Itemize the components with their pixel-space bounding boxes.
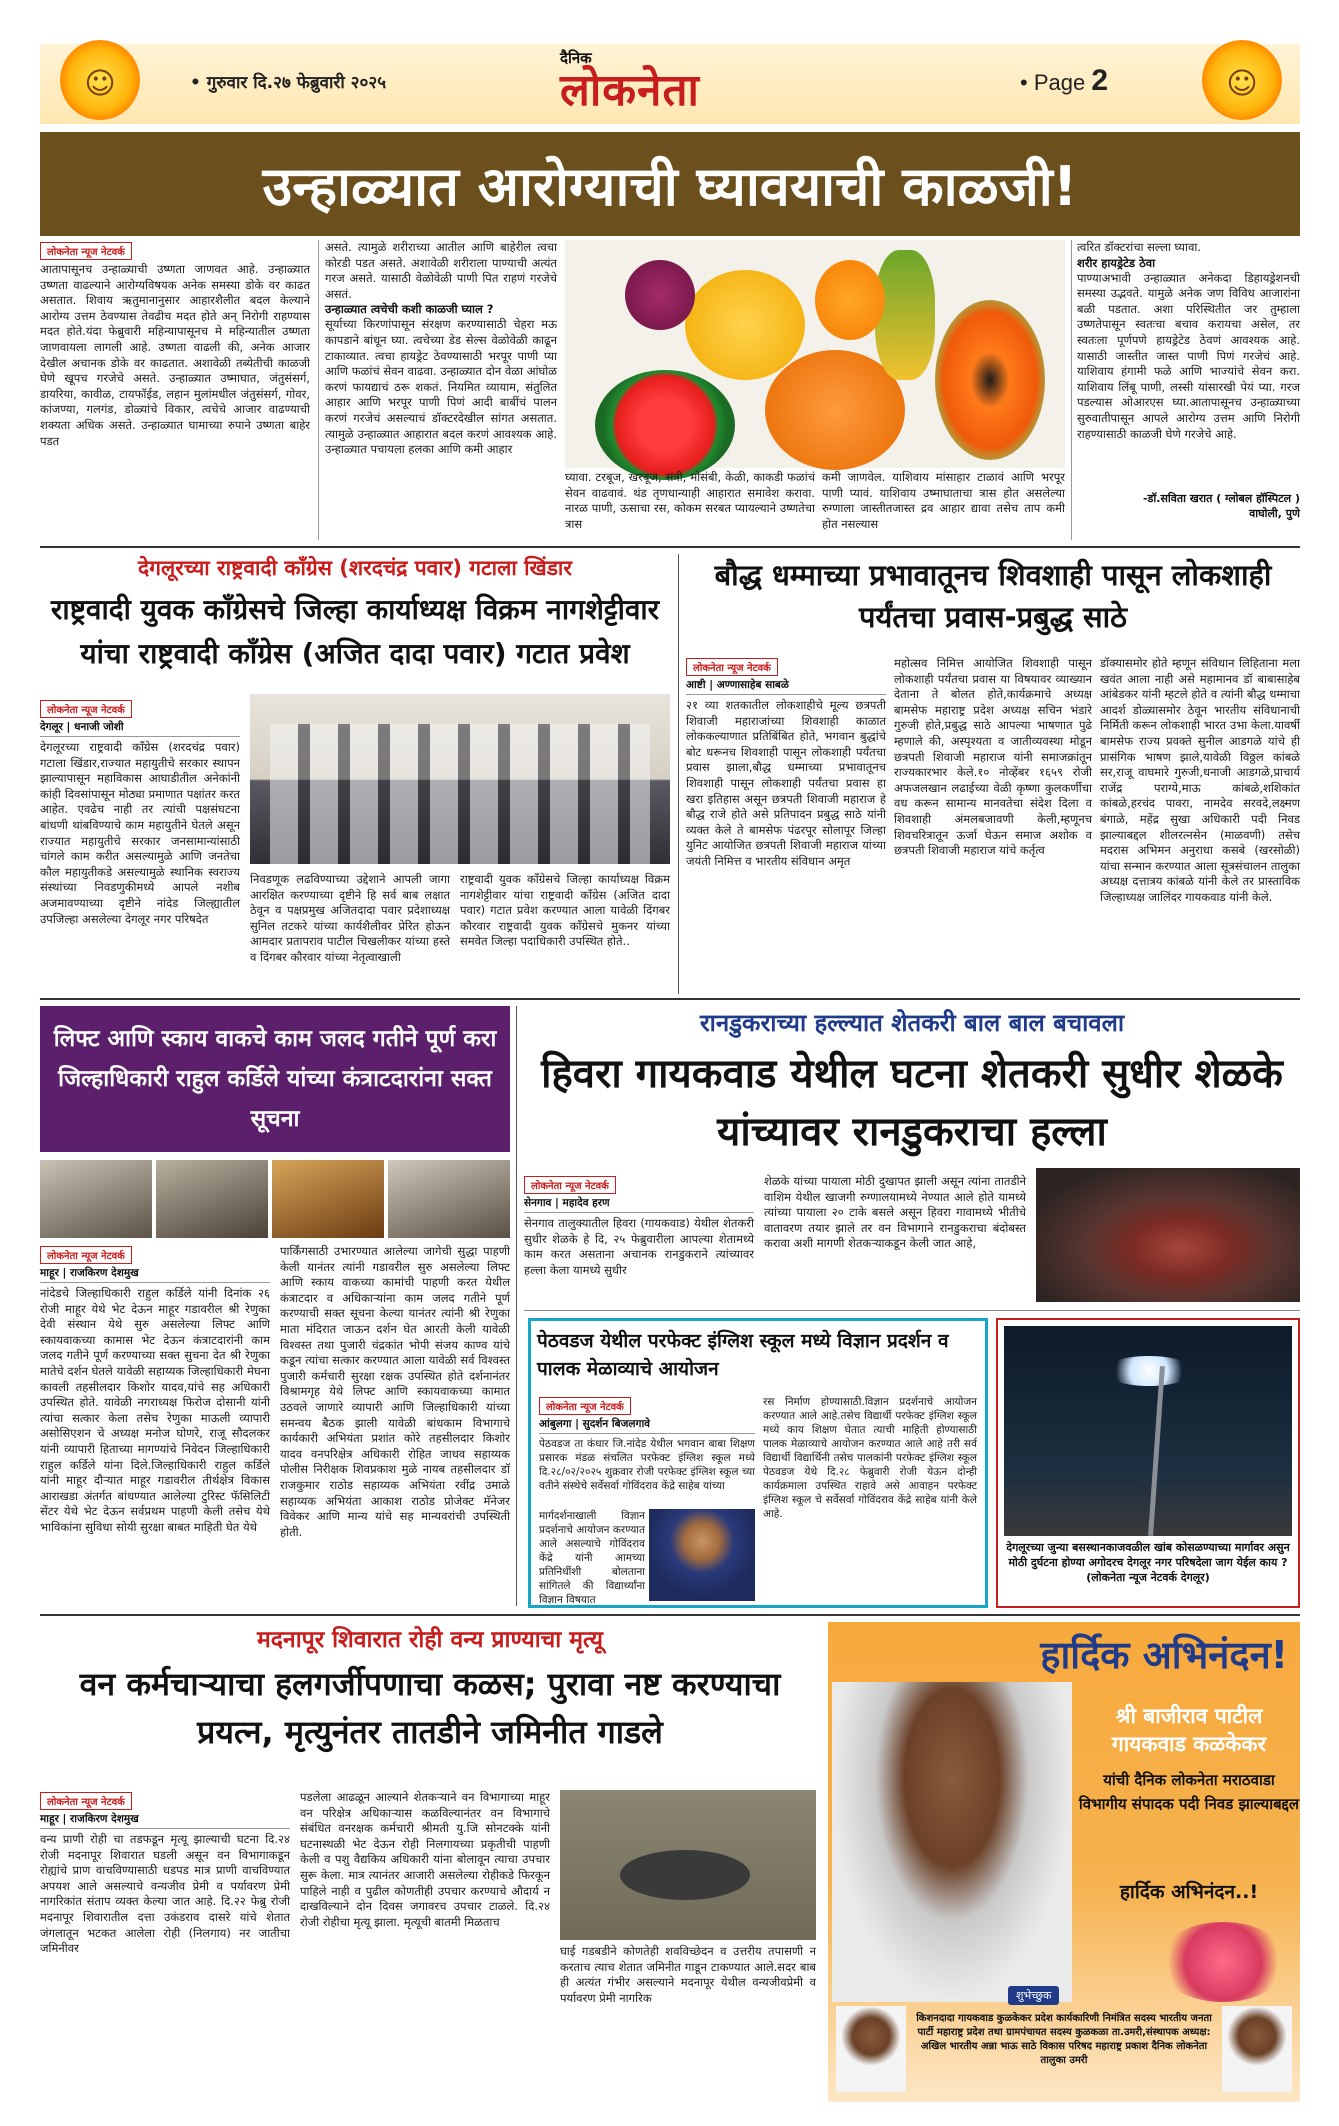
byline: आंबुलगा | सुदर्शन बिजलगावे — [539, 1415, 755, 1434]
wish-badge: शुभेच्छुक — [1008, 1986, 1059, 2005]
school-col-1b: मार्गदर्शनाखाली विज्ञान प्रदर्शनाचे आयोजन करण्यात आले असल्याचे गोविंदराव केंद्रे यांनी आमच्या प्रतिनिधींशी बोलताना सांगितले की विद्यार्थ्यांना विज्ञान विषयात — [539, 1510, 645, 1606]
main-headline: उन्हाळ्यात आरोग्याची घ्यावयाची काळजी! — [262, 155, 1078, 218]
forest-headline: वन कर्मचाऱ्याचा हलगर्जीपणाचा कळस; पुरावा नष्ट करण्याचा प्रयत्न, मृत्युनंतर तातडीने जमिनीत गाडले — [79, 1665, 781, 1751]
paper-name: लोकनेता — [560, 65, 700, 116]
school-headline: पेठवडज येथील परफेक्ट इंग्लिश स्कूल मध्ये विज्ञान प्रदर्शन व पालक मेळाव्याचे आयोजन — [537, 1330, 949, 1380]
news-network-tag: लोकनेता न्यूज नेटवर्क — [40, 1246, 132, 1264]
school-col-1a: पेठवडज ता कंधार जि.नांदेड येथील भगवान बाबा शिक्षण प्रसारक मंडळ संचलित परफेक्ट इंग्लिश स्कूल मध्ये दि.२८/०२/२०२५ शुक्रवार रोजी परफेक्ट इंग्लिश स्कूल च्या वतीने संस्थेचे सर्वेसर्वा गोविंदराव केंद्रे साहेब यांच्या — [539, 1438, 755, 1492]
health-author-place: वाघोली, पुणे — [1249, 506, 1300, 520]
buddha-col-3: डॉक्यासमोर होते म्हणून संविधान लिहिताना मला खवंत आला नाही असे महामानव डॉ बाबासाहेब आंबेडकर यांनी म्हटले होते व त्यांनी बौद्ध धम्माचा आदर्श डोळ्यासमोर ठेवून भारतीय संविधानाची निर्मिती करून लोकशाही भारत उभा केला.यावर्षी बामसेफ राज्य प्रवक्ते सुनील आडगळे यांचे ही प्रासंगिक भाषण झाले,यावेळी विठ्ठल कांबळे सर,राजू वाघमारे गुरुजी,धनाजी आडगळे,प्राचार्य राजेंद्र पराग्ये,माऊ कांबळे,शशिकांत कांबळे,हरचंद पावरा, नामदेव सरवदे,लक्ष्मण बंगाळे, महेंद्र सुखा अधिकारी पदी निवड झाल्याबद्दल शीलरत्नसेन (माळवणी) तसेच मदरास अभिमन अनुराधा कसबे (खरसोळी) यांचा सन्मान करण्यात आला सूत्रसंचालन तालुका अध्यक्ष दत्तात्रय कांबळे यांनी केले तर प्रास्ताविक जिल्हाध्यक्ष जालिंदर गायकवाड यांनी केले. — [1100, 656, 1300, 904]
congrats-title: हार्दिक अभिनंदन! — [1040, 1633, 1288, 1677]
congrats-body: यांची दैनिक लोकनेता मराठवाडा विभागीय संपादक पदी निवड झाल्याबद्दल — [1078, 1771, 1300, 1813]
byline: आष्टी | अण्णासाहेब साबळे — [686, 676, 886, 695]
ncp-kicker: देगलूरच्या राष्ट्रवादी काँग्रेस (शरदचंद्र पवार) गटाला खिंडार — [138, 556, 572, 580]
founder-portrait — [649, 1509, 755, 1601]
buddha-article — [686, 554, 1300, 994]
sun-icon: ☺ — [1202, 40, 1282, 120]
buddha-col-1: २१ व्या शतकातील लोकशाहीचे मूल्य छत्रपती शिवाजी महाराजांच्या शिवशाही काळात लोककल्याणात प्रतिबिंबित होते, भगवान बुद्धांचे बोट धरूनच शिवशाही पासून लोकशाही पर्यंतचा प्रवास झाला,बौद्ध धम्माच्या प्रभावातूनच शिवशाही पासून लोकशाही पर्यंतचा प्रवास हा खरा इतिहास असून छत्रपती शिवाजी महाराज हे बौद्ध राजे होते असे प्रतिपादन प्रबुद्ध साठे यांनी व्यक्त केले ते बामसेफ पंढरपूर सोलापूर जिल्हा युनिट आयोजित छत्रपती शिवाजी महाराज यांच्या जयंती निमित्त व भारतीय संविधान अमृत — [686, 698, 886, 868]
school-article — [528, 1318, 988, 1608]
ncp-col-1: देगलूरच्या राष्ट्रवादी काँग्रेस (शरदचंद्र पवार) गटाला खिंडार,राज्यात महायुतीचे सरकार स्थापन झाल्यापासून महाविकास आघाडीतील अनेकांनी कांही दिवसांपासून मोठ्या प्रमाणात पक्षांतर करत आहेत. एवढेच नाही तर त्यांची पक्षसंघटना बांधणी थांबविण्याचे काम महायुतीने घेतले असून राज्यात महायुतीचे सरकार जनसामान्यांसाठी चांगले काम करीत असल्यामुळे आणि जनतेचा कौल महायुतीकडे असल्यामुळे स्थानिक स्वराज्य संस्थांच्या निवडणुकीमध्ये आपले नशीब अजमावण्याच्या दृष्टीने नांदेड जिल्ह्यातील उपजिल्हा असलेल्या देगलूर नगर परिषदेत — [40, 740, 240, 926]
health-col-3: घ्यावा. टरबूज, खरबूज, संत्री, मोसंबी, केळी, काकडी फळांचं सेवन वाढवावं. थंड तृणधान्याही आहारात समावेश करावा. नारळ पाणी, ऊसाचा रस, कोकम सरबत प्यायल्याने उष्णतेचा त्रास — [565, 470, 815, 531]
health-subhead-hydrate: शरीर हायड्रेटेड ठेवा — [1077, 255, 1156, 270]
health-col-5a: त्वरित डॉक्टरांचा सल्ला घ्यावा. — [1077, 240, 1202, 254]
health-article — [40, 240, 1300, 542]
news-network-tag: लोकनेता न्यूज नेटवर्क — [40, 242, 132, 260]
byline: सेनगाव | महादेव हरण — [524, 1194, 754, 1213]
health-subhead-skin: उन्हाळ्यात त्वचेची कशी काळजी घ्याल ? — [325, 302, 494, 317]
ncp-col-2: निवडणूक लढविण्याच्या उद्देशाने आपली जागा आरक्षित करण्याच्या दृष्टीने हि सर्व बाब लक्षात ठेवून व पक्षप्रमुख अजितदादा पवार प्रदेशाध्यक्ष सुनिल तटकरे यांच्या कार्यशैलीवर प्रेरित होऊन आमदार प्रतापराव पाटील चिखलीकर यांच्या हस्ते व दिंगबर कौरवार यांच्या नेतृत्वाखाली — [250, 872, 450, 964]
buddha-col-2: महोत्सव निमित्त आयोजित शिवशाही पासून लोकशाही पर्यंतचा प्रवास या विषयावर व्याख्यान देताना ते बोलत होते,कार्यक्रमाचे अध्यक्ष बामसेफ महाराष्ट्र प्रदेश अध्यक्ष सचिन भंडारे गुरुजी होते,प्रबुद्ध साठे आपल्या भाषणात पुढे म्हणाले की, अस्पृश्यता व जातीव्यवस्था मोडून छत्रपती शिवाजी महाराज यांनी समाजक्रांतून राज्यकारभार केले.१० नोव्हेंबर १६५९ रोजी अफजलखान लढाईच्या वेळी कृष्णा कुलकर्णीचा वध करून सामान्य मानवतेचा संदेश दिला व शिवशाही अंमलबजावणी केली,म्हणूनच शिवचरित्रातून ऊर्जा घेऊन समाज अशोक व छत्रपती शिवाजी महाराज यांचे कर्तृत्व — [894, 656, 1092, 858]
news-network-tag: लोकनेता न्यूज नेटवर्क — [40, 1792, 132, 1810]
health-col-1: आतापासूनच उन्हाळ्याची उष्णता जाणवत आहे. उन्हाळ्यात उष्णता वाढल्याने आरोग्यविषयक अनेक समस्या डोके वर काढत असतात. शिवाय ऋतुमानानुसार आहारशैलीत बदल केल्याने आरोग्य उत्तम ठेवण्यास तेवढीच मदत होते अन् निरोगी राहण्यास मदत होते.यंदा फेब्रुवारी महिन्यापासूनच मे महिन्यातील उष्णता जाणवायला लागली आहे. उष्णता वाढली की, अनेक आजार देखील अचानक डोके वर काढतात. अशावेळी तब्येतीची काळजी घेणे खूपच गरजेचे असते. उन्हाळ्यात उष्माघात, जंतुसंसर्ग, डायरिया, कावीळ, टायफॉईड, लहान मुलांमधील जंतुसंसर्ग, गोवर, कांजण्या, गलगंड, डोळ्यांचे विकार, त्वचेचे आजार वाढण्याची शक्यता अधिक असते. उन्हाळ्यात घामाच्या रुपाने उष्णता बाहेर पडत — [40, 262, 310, 448]
congrats-ad — [828, 1622, 1300, 2102]
forest-col-2: पडलेला आढळून आल्याने शेतकऱ्याने वन विभागाच्या माहूर वन परिक्षेत्र अधिकाऱ्यास कळविल्यानंतर वन विभागाचे संबंधित वनरक्षक कर्मचारी श्रीमती यु.जि सोनटक्के यांनी घटनास्थळी भेट देऊन रोही निलगायच्या प्रकृतीची पाहणी केली व पशु वैद्यकिय अधिकारी यांना बोलावून त्याचा उपचार सुरू केला. मात्र त्यानंतर आजारी असलेल्या रोहीकडे फिरकून पाहिले नाही व पुढील कोणतीही उपचार करण्याचे औदार्य न दाखविल्याने दोन दिवस जगावरच उपचार टाळले. दि.२४ रोजी रोहीचा मृत्यू झाला. मृत्यूची बातमी मिळताच — [300, 1790, 550, 1929]
ncp-col-3: राष्ट्रवादी युवक काँग्रेसचे जिल्हा कार्याध्यक्ष विक्रम नागशेट्टीवार यांचा राष्ट्रवादी काँग्रेस (अजित दादा पवार) गटात प्रवेश करण्यात आला यावेळी दिंगबर कौरवार राष्ट्रवादी युवक काँग्रेसचे मुकनर यांच्या समवेत जिल्हा पदाधिकारी उपस्थित होते.. — [460, 872, 670, 949]
health-author: -डॉ.सविता खरात ( ग्लोबल हॉस्पिटल ) — [1142, 491, 1300, 505]
sponsor-portrait-2 — [1222, 2006, 1292, 2092]
congrats-footer: किशनदादा गायकवाड कुळकेकर प्रदेश कार्यकारिणी निमंत्रित सदस्य भारतीय जनता पार्टी महाराष्ट्र प्रदेश तथा ग्रामपंचायत सदस्य कुळकळा ता.उमरी,संस्थापक अध्यक्ष: अखिल भारतीय अन्ना भाऊ साठे विकास परिषद महाराष्ट्र प्रकाश दैनिक लोकनेता तालुका उमरी — [916, 2013, 1212, 2066]
boar-col-1: सेनगाव तालुक्यातील हिवरा (गायकवाड) येथील शेतकरी सुधीर शेळके हे दि, २५ फेब्रुवारीला आपल्या शेतामध्ये काम करत असताना अचानक रानडुकराने त्यांच्यावर हल्ला केला यामध्ये सुधीर — [524, 1216, 754, 1277]
boar-headline: हिवरा गायकवाड येथील घटना शेतकरी सुधीर शेळके यांच्यावर रानडुकराचा हल्ला — [541, 1051, 1283, 1155]
page-label — [1020, 64, 1108, 98]
honoree-portrait — [832, 1682, 1072, 2002]
lift-article — [40, 1006, 510, 1606]
paper-name-small: दैनिक — [560, 49, 592, 67]
lift-col-2: पार्किंगसाठी उभारण्यात आलेल्या जागेची सुद्धा पाहणी केली यानंतर त्यांनी गडावरील सुरु असलेल्या लिफ्ट आणि स्काय वाकच्या कामांची पाहणी करत येथील कंत्राटदार व अधिकाऱ्यांना काम जलद गतीने पूर्ण करण्याची सक्त सूचना केल्या यानंतर त्यांनी श्री रेणुका माता मंदिरात जाऊन दर्शन घेत आरती केली यावेळी विश्वस्त तथा पुजारी चंद्रकांत भोपी संजय काण्व यांचे कडून त्यांचा सत्कार करण्यात आला यावेळी सर्व विश्वस्त पुजारी कर्मचारी सुरक्षा रक्षक उपस्थित होते दर्शनानंतर विश्रामगृह येथे लिफ्ट आणि स्कायवाकच्या कामात उठवले जाणारे व्यापारी आणि जिल्हाधिकारी यांच्या समन्वय बैठक झाली यावेळी बांधकाम विभागाचे कार्यकारी अभियंता प्रशांत कोरे तहसीलदार किशोर यादव वनपरिक्षेत्र अधिकारी रोहित जाधव सहाय्यक पोलीस निरीक्षक शिवप्रकाश मुळे नायब तहसीलदार डॉ राजकुमार राठोड सहाय्यक अभियंता रवींद्र उमाळे सहाय्यक अभियंता आकाश राठोड प्रोजेक्ट मॅनेजर विवेकर आणि मान्य यांचे सह मान्यवरांची उपस्थिती होती. — [280, 1244, 510, 1539]
page-number: 2 — [1091, 64, 1109, 97]
congrats-closing: हार्दिक अभिनंदन..! — [1119, 1881, 1259, 1903]
ncp-group-photo — [250, 694, 670, 864]
school-col-2: रस निर्माण होण्यासाठी.विज्ञान प्रदर्शनाचे आयोजन करण्यात आले आहे.तसेच विद्यार्थी परफेक्ट इंग्लिश स्कूल मध्ये काय शिक्षण घेतात त्याची माहिती होण्यासाठी पालक मेळाव्याचे आयोजन करण्यात आले आहे तरी सर्व विद्यार्थी विद्यार्थिनी तसेच पालकांनी परफेक्ट इंग्लिश स्कूल पेठवडज येथे दि.२८ फेब्रुवारी रोजी येऊन दोन्ही कार्यक्रमाला उपस्थित राहावे असे आवाहन परफेक्ट इंग्लिश स्कूल चे सर्वेसर्वा गोविंदराव केंद्रे साहेब यांनी केले आहे. — [763, 1396, 977, 1520]
sponsor-portrait-1 — [836, 2006, 906, 2092]
news-network-tag: लोकनेता न्यूज नेटवर्क — [539, 1397, 631, 1415]
health-col-4: कमी जाणवेल. याशिवाय मांसाहार टाळावं आणि भरपूर पाणी प्यावं. याशिवाय उष्माघाताचा त्रास होत असलेल्या रुग्णाला जास्तीतजास्त द्रव आहार द्यावा तसेच ताप कमी होत नसल्यास — [822, 470, 1065, 531]
buddha-headline: बौद्ध धम्माच्या प्रभावातूनच शिवशाही पासून लोकशाही पर्यंतचा प्रवास-प्रबुद्ध साठे — [714, 558, 1272, 634]
boar-article — [524, 1006, 1300, 1306]
injured-foot-photo — [1036, 1168, 1300, 1302]
masthead — [40, 44, 1300, 124]
byline: देगलूर | धनाजी जोशी — [40, 718, 240, 737]
flower-bouquet — [1158, 1922, 1288, 2002]
health-col-5b: पाण्याअभावी उन्हाळ्यात अनेकदा डिहायड्रेशनची समस्या उद्भवते. यामुळे अनेक जण विविध आजारांना बळी पडतात. अशा परिस्थितीत जर तुम्हाला उष्णतेपासून स्वतःचा बचाव करायचा असेल, तर स्वतःला पूर्णपणे हायड्रेटेड ठेवणं आवश्यक आहे. यासाठी जास्तीत जास्त पाणी पिणं गरजेचं आहे. याशिवाय हंगामी फळे आणि भाज्यांचे सेवन करा. याशिवाय लिंबू पाणी, लस्सी यांसारखी पेयं प्या. गरज पडल्यास ओआरएस घ्या.आतापासूनच उन्हाळ्याच्या सुरुवातीपासून आपले आरोग्य उत्तम आणि निरोगी राहण्यासाठी काळजी घेणे गरजेचे आहे. — [1077, 270, 1300, 441]
forest-photo-caption: घाई गडबडीने कोणतेही शवविच्छेदन व उत्तरीय तपासणी न करताच त्याच शेतात जमिनीत गाडून टाकण्यात आले.सदर बाब ही अत्यंत गंभीर असल्याने मदनापूर येथील वन्यजीवप्रेमी व पर्यावरण प्रेमी नागरिक — [560, 1944, 816, 2005]
lift-photo-1 — [40, 1160, 152, 1238]
news-network-tag: लोकनेता न्यूज नेटवर्क — [40, 700, 132, 718]
ncp-article — [40, 554, 670, 994]
health-col-2b: सूर्याच्या किरणांपासून संरक्षण करण्यासाठी चेहरा मऊ कापडाने बांधून घ्या. त्वचेच्या डेड सेल्स वेळोवेळी काढून टाकाव्यात. त्वचा हायड्रेट ठेवण्यासाठी भरपूर पाणी प्या आणि फळांचं सेवन वाढवा. उन्हाळ्यात दोन वेळा आंघोळ करणं फायद्याचं ठरू शकतं. नियमित व्यायाम, संतुलित आहार आणि भरपूर पाणी पिणं आदी बाबींचं पालन करणं गरजेचं असल्याचं डॉक्टरदेखील सांगत असतात. त्यामुळे उन्हाळ्यात आहारात बदल करणं आवश्यक आहे. उन्हाळ्यात पचायला हलका आणि कमी आहार — [325, 317, 557, 457]
honoree-name-1: श्री बाजीराव पाटील — [1115, 1704, 1263, 1728]
page-label-text: • Page — [1020, 70, 1086, 95]
dead-nilgai-photo — [560, 1790, 816, 1940]
byline: माहूर | राजकिरण देशमुख — [40, 1264, 270, 1283]
lift-photo-3 — [272, 1160, 384, 1238]
lift-headline-box — [40, 1006, 510, 1152]
health-col-2a: असते. त्यामुळे शरीराच्या आतील आणि बाहेरील त्वचा कोरडी पडत असते. अशावेळी शरीराला पाण्याची अत्यंत गरज असते. यासाठी वेळोवेळी पाणी पित राहणं गरजेचे असतं. — [325, 240, 557, 301]
electric-pole-photo — [1004, 1326, 1292, 1536]
honoree-name-2: गायकवाड कळकेकर — [1111, 1732, 1267, 1756]
byline: माहूर | राजकिरण देशमुख — [40, 1810, 290, 1829]
forest-col-1: वन्य प्राणी रोही चा तडफडून मृत्यू झाल्याची घटना दि.२४ रोजी मदनापूर शिवारात घडली असून वन विभागाकडून रोह्यांचे प्राण वाचविण्यासाठी धडपड मात्र प्राणी वाचविण्यात अपयश आले असल्याचे वन्यजीव प्रेमी व पर्यावरण प्रेमी नागरिकांत संताप व्यक्त केल्या जात आहे. दि.२२ फेब्रु रोजी मदनापूर शिवारातील दत्ता उकंडराव दासरे यांचे शेतात जंगलातून भटकत आलेला रोही (निलगाय) नर जातीचा जमिनीवर — [40, 1832, 290, 1956]
lift-photo-4 — [388, 1160, 510, 1238]
ncp-headline-1: राष्ट्रवादी युवक काँग्रेसचे जिल्हा कार्याध्यक्ष विक्रम नागशेट्टीवार — [50, 593, 660, 626]
news-network-tag: लोकनेता न्यूज नेटवर्क — [686, 658, 778, 676]
forest-kicker: मदनापूर शिवारात रोही वन्य प्राण्याचा मृत्यू — [256, 1627, 604, 1653]
ncp-headline-2: यांचा राष्ट्रवादी काँग्रेस (अजित दादा पवार) गटात प्रवेश — [80, 637, 630, 670]
pole-caption: देगलूरच्या जुन्या बसस्थानकाजवळील खांब कोसळण्याच्या मार्गावर असुन मोठी दुर्घटना होण्या अगोदरच देगलूर नगर परिषदेला जाग येईल काय ? (लोकनेता न्यूज नेटवर्क देगलूर) — [1006, 1541, 1290, 1584]
lift-headline: लिफ्ट आणि स्काय वाकचे काम जलद गतीने पूर्ण करा जिल्हाधिकारी राहुल कर्डिले यांच्या कंत्राटदारांना सक्त सूचना — [53, 1026, 497, 1132]
forest-article — [40, 1622, 820, 2102]
lift-photo-2 — [156, 1160, 268, 1238]
pole-article — [996, 1318, 1300, 1608]
sun-icon: ☺ — [60, 40, 140, 120]
boar-col-2: शेळके यांच्या पायाला मोठी दुखापत झाली असून त्यांना तातडीने वाशिम येथील खाजगी रुग्णालयामध्ये नेण्यात आले होते यामध्ये त्यांच्या पायाला २० टाके बसले असून हिवरा गावामध्ये भीतीचे वातावरण तयार झाले तर वन विभागाने रानडुकराचा बंदोबस्त करावा अशी मागणी शेतकऱ्याकडून केली जात आहे, — [764, 1174, 1026, 1251]
fruit-photo — [565, 240, 1065, 468]
main-headline-banner — [40, 132, 1300, 236]
lift-col-1: नांदेडचे जिल्हाधिकारी राहुल कर्डिले यांनी दिनांक २६ रोजी माहूर येथे भेट देऊन माहूर गडावरील श्री रेणुका देवी संस्थान येथे सुरु असलेल्या लिफ्ट आणि स्कायवाकच्या कामास भेट देऊन कंत्राटदारांनी काम जलद गतीने पूर्ण करण्याच्या सक्त सुचना देत श्री रेणुका मातेचे दर्शन घेतले यावेळी सहाय्यक जिल्हाधिकारी मेघना कावली तहसीलदार किशोर यादव,यांचे सह अधिकारी उपस्थित होते. यावेळी नगराध्यक्ष फिरोज दोसानी यांनी त्यांचा सत्कार केला तसेच रेणुका माऊली व्यापारी असोसिएशन चे अध्यक्ष मनोज घोणरे, राजू सौदलकर यांनी व्यापारी हिताच्या मागण्यांचे निवेदन जिल्हाधिकारी राहुल कर्डिले यांना दिले.जिल्हाधिकारी राहुल कर्डिले यांनी माहूर दौऱ्यात माहूर गडावरील तीर्थक्षेत्र विकास आराखडा अंतर्गत बांधण्यात आलेल्या टुरिस्ट फॅसिलिटी सेंटर येथे भेट देऊन सर्वप्रथम पाहणी केली तसेच येथे भाविकांना सुविधा सोयी सुरक्षा बाबत माहिती घेत येथे — [40, 1286, 270, 1534]
issue-date: • गुरुवार दि.२७ फेब्रुवारी २०२५ — [190, 73, 387, 93]
boar-kicker: रानडुकराच्या हल्ल्यात शेतकरी बाल बाल बचावला — [699, 1009, 1125, 1037]
news-network-tag: लोकनेता न्यूज नेटवर्क — [524, 1176, 616, 1194]
